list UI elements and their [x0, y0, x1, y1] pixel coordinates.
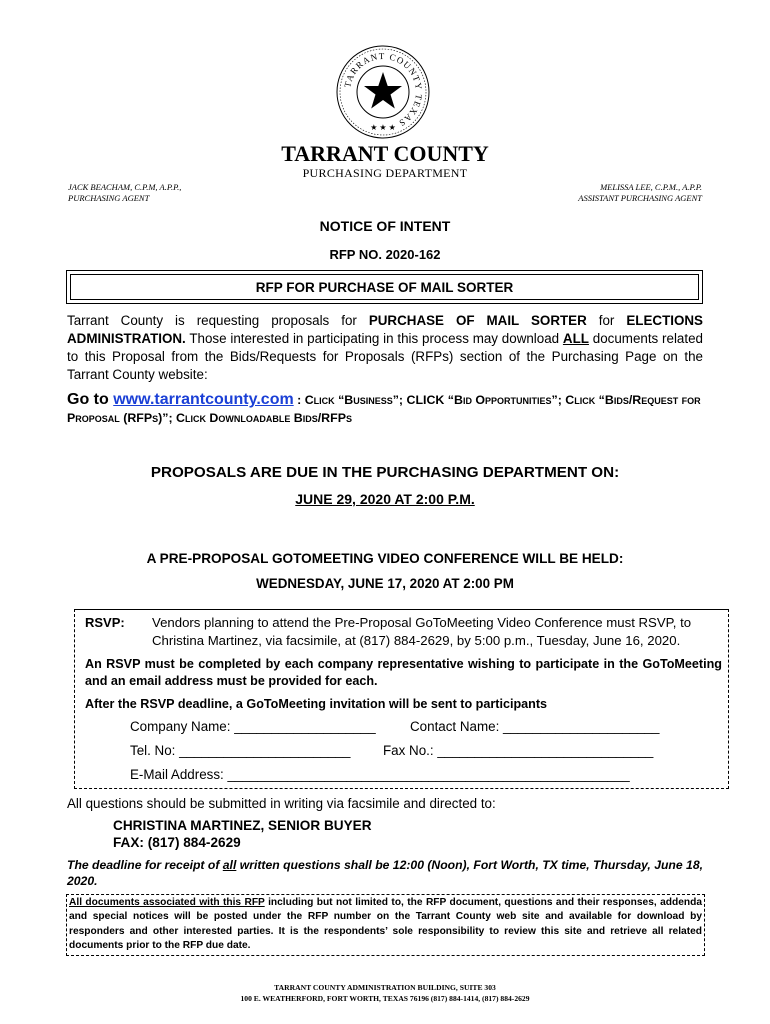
due-heading: PROPOSALS ARE DUE IN THE PURCHASING DEPARTMENT ON:: [150, 464, 620, 481]
rfp-title-box: [66, 270, 703, 304]
footer-address-line2: 100 E. WEATHERFORD, FORT WORTH, TEXAS 76196 (817) 884-1414, (817) 884-2629: [240, 994, 530, 1003]
purchasing-agent-title: PURCHASING AGENT: [68, 193, 150, 203]
tel-field: Tel. No: _______________________: [130, 743, 351, 758]
county-title: TARRANT COUNTY: [281, 141, 489, 166]
email-field: E-Mail Address: ______________________________________________________: [130, 767, 630, 782]
goto-prefix: Go to: [67, 391, 114, 408]
due-date: JUNE 29, 2020 AT 2:00 P.M.: [295, 491, 475, 507]
questions-deadline: The deadline for receipt of all written questions shall be 12:00 (Noon), Fort Worth, TX time, Thursday, June 18, 2020.: [67, 858, 703, 888]
buyer-fax: FAX: (817) 884-2629: [113, 835, 241, 850]
buyer-contact: [113, 817, 372, 851]
county-seal: [335, 44, 431, 140]
notice-heading: NOTICE OF INTENT: [319, 218, 451, 234]
contact-name-field: Contact Name: _____________________: [410, 719, 660, 734]
website-instructions: [67, 391, 707, 427]
svg-text:★ ★ ★: ★ ★ ★: [370, 123, 396, 132]
rsvp-requirement: An RSVP must be completed by each company representative wishing to participate in the GoToMeeting and an email address must be provided for each.: [85, 657, 722, 688]
intro-paragraph: Tarrant County is requesting proposals for PURCHASE OF MAIL SORTER for ELECTIONS ADMINISTRATION. Those interested in participating in this process may download ALL documents related to this Proposal from the Bids/Requests for Proposals (RFPs) section of the Purchasing Page on the Tarrant County website:: [67, 313, 703, 382]
rsvp-text: Vendors planning to attend the Pre-Proposal GoToMeeting Video Conference must RSVP, to Christina Martinez, via facsimile, at (817) 884-2629, by 5:00 p.m., Tuesday, June 16, 2020.: [152, 615, 692, 648]
company-name-field: Company Name: ___________________: [130, 719, 376, 734]
rfp-number: RFP NO. 2020-162: [329, 247, 441, 262]
preproposal-date: WEDNESDAY, JUNE 17, 2020 AT 2:00 PM: [256, 576, 514, 591]
navigation-steps: : Click “Business”; CLICK “Bid Opportunities”; Click “Bids/Request for Proposal (RFPs)”; Click Downloadable Bids/RFPs: [67, 393, 701, 425]
seal-star-icon: [364, 72, 402, 109]
fax-field: Fax No.: _____________________________: [383, 743, 654, 758]
rsvp-after-deadline: After the RSVP deadline, a GoToMeeting invitation will be sent to participants: [85, 697, 548, 711]
questions-intro: All questions should be submitted in writing via facsimile and directed to:: [67, 796, 496, 811]
assistant-agent-title: ASSISTANT PURCHASING AGENT: [578, 193, 702, 203]
documents-notice: All documents associated with this RFP including but not limited to, the RFP document, questions and their responses, addenda and special notices will be posted under the RFP number on the Tarrant County web site and available for download by responders and other interested parties. It is the respondents’ sole responsibility to review this site and retrieve all related documents prior to the RFP due date.: [69, 897, 702, 951]
purchasing-agent-name: JACK BEACHAM, C.P.M, A.P.P.,: [68, 182, 182, 192]
footer-address-line1: TARRANT COUNTY ADMINISTRATION BUILDING, SUITE 303: [274, 983, 496, 992]
preproposal-heading: A PRE-PROPOSAL GOTOMEETING VIDEO CONFERENCE WILL BE HELD:: [146, 551, 624, 566]
rfp-title: RFP FOR PURCHASE OF MAIL SORTER: [70, 274, 699, 300]
assistant-agent-name: MELISSA LEE, C.P.M., A.P.P.: [600, 182, 702, 192]
buyer-name: CHRISTINA MARTINEZ, SENIOR BUYER: [113, 818, 372, 833]
purchasing-agent: [68, 182, 181, 204]
department-name: PURCHASING DEPARTMENT: [302, 166, 468, 180]
seal-ring-text: TARRANT COUNTY TEXAS: [342, 50, 425, 129]
assistant-purchasing-agent: [578, 182, 702, 204]
rsvp-label: RSVP:: [85, 615, 125, 630]
website-link[interactable]: www.tarrantcounty.com: [113, 391, 294, 408]
